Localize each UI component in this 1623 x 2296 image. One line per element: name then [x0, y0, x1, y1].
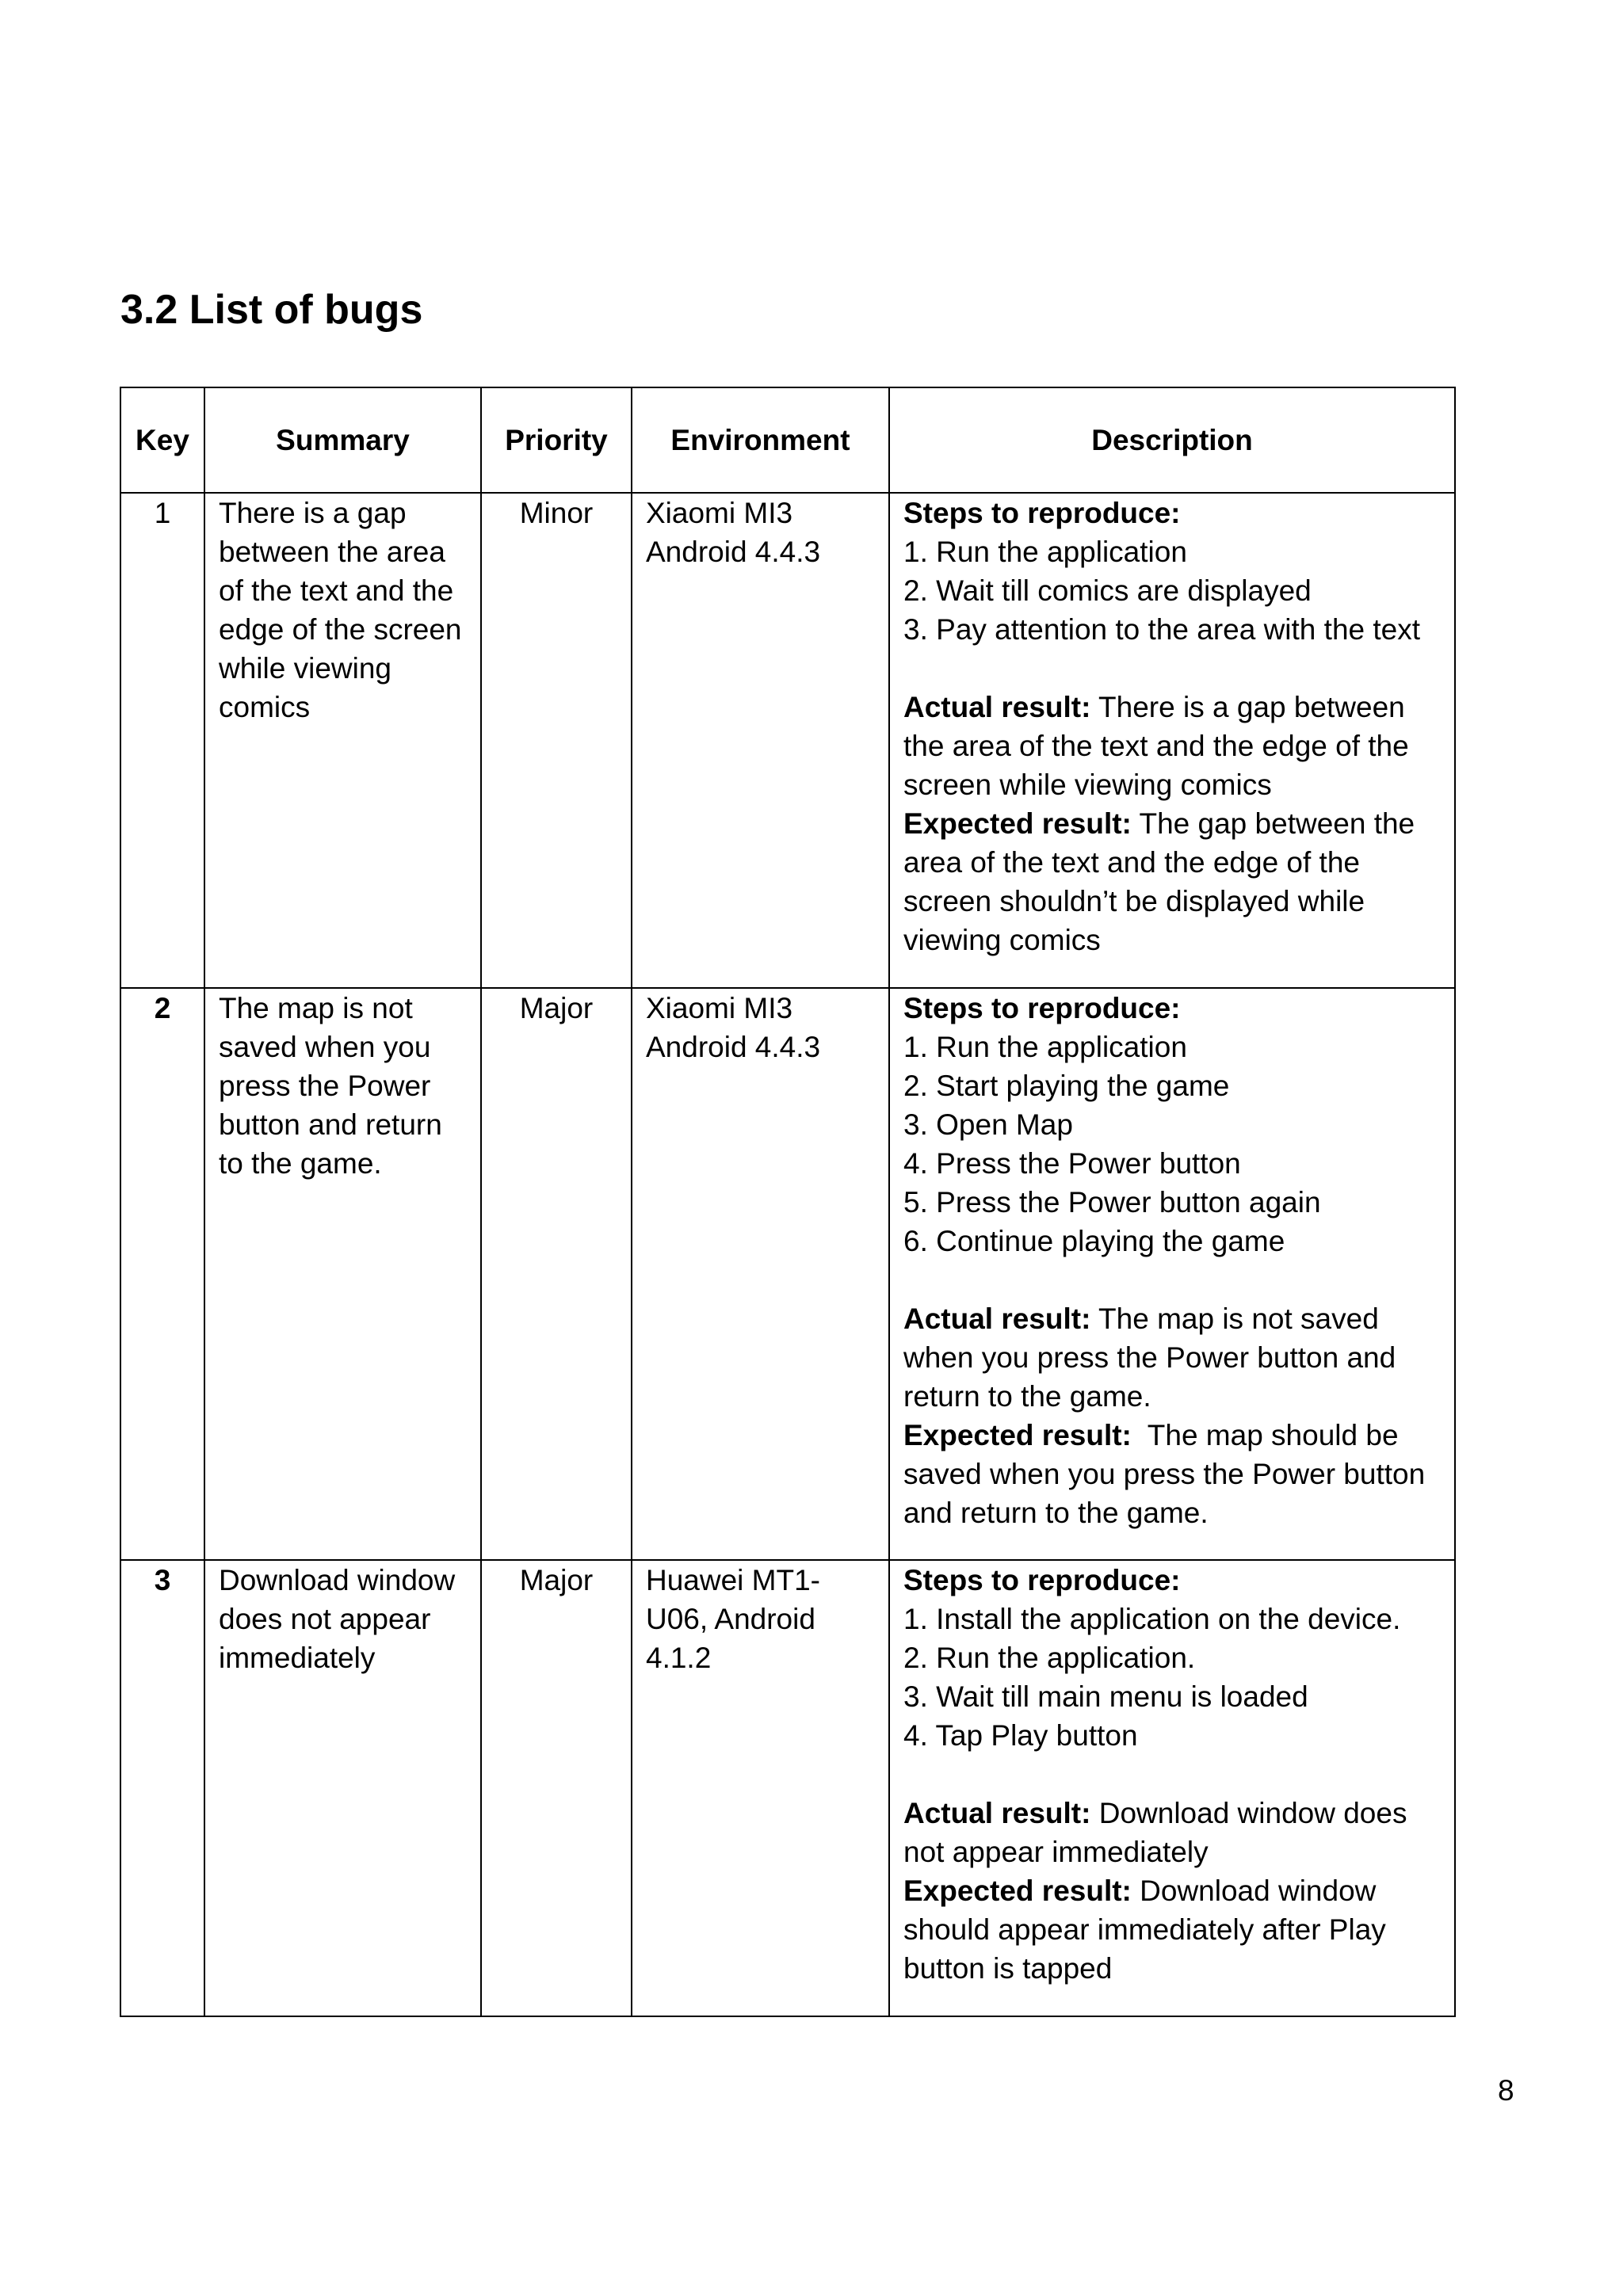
- step-item: 3. Wait till main menu is loaded: [903, 1680, 1308, 1713]
- steps-label: Steps to reproduce:: [903, 1564, 1181, 1596]
- environment-line: Xiaomi MI3: [646, 992, 793, 1024]
- bug-environment: [632, 1560, 889, 2016]
- table-row: [120, 1560, 1455, 2016]
- step-item: 5. Press the Power button again: [903, 1186, 1321, 1219]
- environment-line: Xiaomi MI3: [646, 497, 793, 529]
- environment-line: Android 4.4.3: [646, 1031, 821, 1063]
- table-row: [120, 988, 1455, 1560]
- actual-result-text: The map is not saved when you press the Power button and return to the game.: [903, 1302, 1396, 1413]
- actual-result: [903, 688, 1441, 804]
- actual-result-text: There is a gap between the area of the text and the edge of the screen while viewing comics: [903, 691, 1409, 801]
- column-header-summary: Summary: [204, 387, 481, 493]
- section-title: 3.2 List of bugs: [120, 287, 423, 333]
- bug-list-table: [120, 387, 1456, 2017]
- environment-line: Android 4.4.3: [646, 536, 821, 568]
- step-item: 1. Run the application: [903, 536, 1187, 568]
- column-header-priority: Priority: [481, 387, 632, 493]
- bug-description: [889, 1560, 1455, 2016]
- bug-description: [889, 988, 1455, 1560]
- actual-result-label: Actual result:: [903, 691, 1091, 723]
- bug-environment: [632, 493, 889, 988]
- step-item: 2. Wait till comics are displayed: [903, 574, 1312, 607]
- step-item: 3. Pay attention to the area with the text: [903, 613, 1421, 646]
- environment-line: Huawei MT1-U06, Android 4.1.2: [646, 1564, 820, 1674]
- column-header-description: Description: [889, 387, 1455, 493]
- bug-summary: The map is not saved when you press the Power button and return to the game.: [204, 988, 481, 1560]
- bug-summary: There is a gap between the area of the text and the edge of the screen while viewing comics: [204, 493, 481, 988]
- bug-description: [889, 493, 1455, 988]
- step-item: 3. Open Map: [903, 1108, 1073, 1141]
- step-item: 2. Run the application.: [903, 1642, 1196, 1674]
- bug-priority: Major: [481, 988, 632, 1560]
- step-item: 4. Tap Play button: [903, 1719, 1138, 1752]
- actual-result: [903, 1794, 1441, 1871]
- expected-result-text: The gap between the area of the text and the edge of the screen shouldn’t be displayed while viewing comics: [903, 807, 1415, 956]
- bug-key: 1: [120, 493, 204, 988]
- expected-result: [903, 1416, 1441, 1532]
- step-item: 1. Install the application on the device.: [903, 1603, 1401, 1635]
- actual-result: [903, 1299, 1441, 1416]
- step-item: 1. Run the application: [903, 1031, 1187, 1063]
- page-number: 8: [1498, 2074, 1514, 2107]
- bug-priority: Major: [481, 1560, 632, 2016]
- actual-result-label: Actual result:: [903, 1797, 1091, 1829]
- table-row: [120, 493, 1455, 988]
- expected-result-label: Expected result:: [903, 1875, 1132, 1907]
- table-header-row: [120, 387, 1455, 493]
- column-header-environment: Environment: [632, 387, 889, 493]
- step-item: 4. Press the Power button: [903, 1147, 1241, 1180]
- bug-priority: Minor: [481, 493, 632, 988]
- bug-key: 3: [120, 1560, 204, 2016]
- steps-label: Steps to reproduce:: [903, 992, 1181, 1024]
- expected-result: [903, 804, 1441, 959]
- expected-result-text: The map should be saved when you press the Power button and return to the game.: [903, 1419, 1434, 1529]
- column-header-key: Key: [120, 387, 204, 493]
- steps-label: Steps to reproduce:: [903, 497, 1181, 529]
- bug-environment: [632, 988, 889, 1560]
- expected-result: [903, 1871, 1441, 1988]
- actual-result-label: Actual result:: [903, 1302, 1091, 1335]
- bug-summary: Download window does not appear immediately: [204, 1560, 481, 2016]
- actual-result-text: Download window does not appear immediately: [903, 1797, 1407, 1868]
- bug-key: 2: [120, 988, 204, 1560]
- expected-result-label: Expected result:: [903, 1419, 1132, 1451]
- expected-result-label: Expected result:: [903, 807, 1132, 840]
- expected-result-text: Download window should appear immediately after Play button is tapped: [903, 1875, 1386, 1985]
- step-item: 6. Continue playing the game: [903, 1225, 1285, 1257]
- step-item: 2. Start playing the game: [903, 1070, 1230, 1102]
